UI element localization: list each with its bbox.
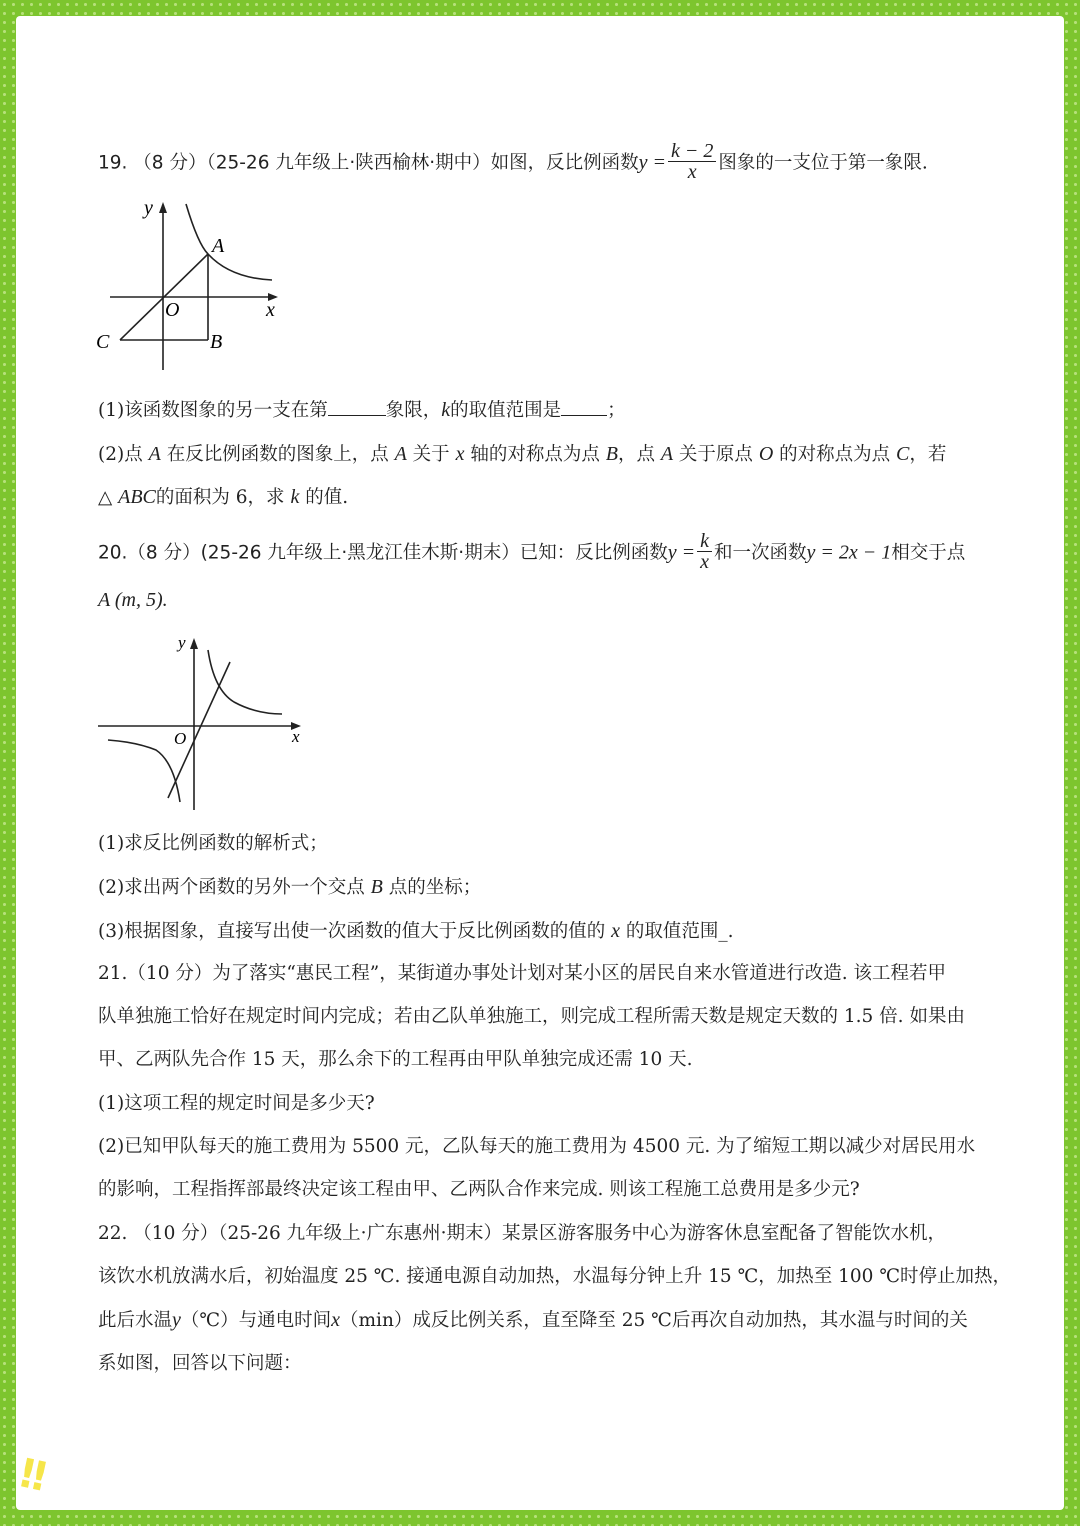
q19-part2-cont: △ ABC的面积为 6，求 k 的值.: [98, 486, 349, 508]
q20-hyperbola-q3: [108, 740, 180, 802]
q19-label-y: y: [144, 197, 153, 219]
q20-label-o: O: [174, 729, 187, 748]
q19-part2: (2)点 A 在反比例函数的图象上，点 A 关于 x 轴的对称点为点 B，点 A 关于原点 O 的对称点为点 C，若: [98, 443, 947, 465]
q19-label-b: B: [210, 331, 223, 353]
q20-fraction: $\frac{k}{x}$: [697, 531, 712, 572]
q20-part2: (2)求出两个函数的另外一个交点 B 点的坐标；: [98, 876, 482, 898]
exclamation-decoration-icon: !!: [13, 1449, 47, 1501]
q21-line-2: 队单独施工恰好在规定时间内完成；若由乙队单独施工，则完成工程所需天数是规定天数的 1.5 倍. 如果由: [98, 1006, 965, 1027]
q20-part1: (1)求反比例函数的解析式；: [98, 833, 328, 854]
q20-point: A (m, 5).: [98, 589, 168, 611]
q19-figure: [94, 192, 294, 372]
q19-label-a: A: [212, 235, 225, 257]
q22-line-4: 系如图，回答以下问题：: [98, 1353, 302, 1374]
q20-header: 20.（8 分）(25-26 九年级上·黑龙江佳木斯·期末）已知：反比例函数y = $\frac{k}{x}$ 和一次函数y = 2x − 1相交于点: [98, 530, 966, 573]
q19-fraction: $\frac{k - 2}{x}$: [668, 141, 716, 182]
q21-line-3: 甲、乙两队先合作 15 天，那么余下的工程再由甲队单独完成还需 10 天.: [98, 1049, 693, 1070]
answer-blank[interactable]: [328, 397, 386, 416]
q20-label-x: x: [292, 727, 300, 746]
q19-part1: (1)该函数图象的另一支在第 象限，k的取值范围是 ；: [98, 399, 626, 421]
q22-line-1: 22. （10 分）（25-26 九年级上·广东惠州·期末）某景区游客服务中心为游客休息室配备了智能饮水机，: [98, 1223, 946, 1244]
q19-hyperbola: [186, 204, 272, 280]
q20-label-y: y: [178, 633, 186, 652]
q19-label-c: C: [96, 331, 110, 353]
q21-part1: (1)这项工程的规定时间是多少天?: [98, 1093, 375, 1114]
answer-blank[interactable]: [561, 397, 607, 416]
q19-label-x: x: [266, 299, 275, 321]
q22-line-2: 该饮水机放满水后，初始温度 25 ℃. 接通电源自动加热，水温每分钟上升 15 ℃，加热至 100 ℃时停止加热，: [98, 1266, 1012, 1287]
q21-part2-cont: 的影响，工程指挥部最终决定该工程由甲、乙两队合作来完成. 则该工程施工总费用是多少元?: [98, 1179, 860, 1200]
q20-figure: [94, 628, 314, 818]
q19-label-o: O: [165, 299, 180, 321]
q19-header: 19. （8 分）（25-26 九年级上·陕西榆林·期中）如图，反比例函数y = $\frac{k - 2}{x}$ 图象的一支位于第一象限.: [98, 140, 928, 183]
q20-part3: (3)根据图象，直接写出使一次函数的值大于反比例函数的值的 x 的取值范围_.: [98, 920, 734, 942]
q21-line-1: 21.（10 分）为了落实“惠民工程”，某街道办事处计划对某小区的居民自来水管道进行改造. 该工程若甲: [98, 963, 947, 984]
q20-hyperbola-q1: [208, 650, 282, 714]
q21-part2: (2)已知甲队每天的施工费用为 5500 元，乙队每天的施工费用为 4500 元. 为了缩短工期以减少对居民用水: [98, 1136, 976, 1157]
q22-line-3: 此后水温y（℃）与通电时间x（min）成反比例关系，直至降至 25 ℃后再次自动加热，其水温与时间的关: [98, 1309, 968, 1331]
